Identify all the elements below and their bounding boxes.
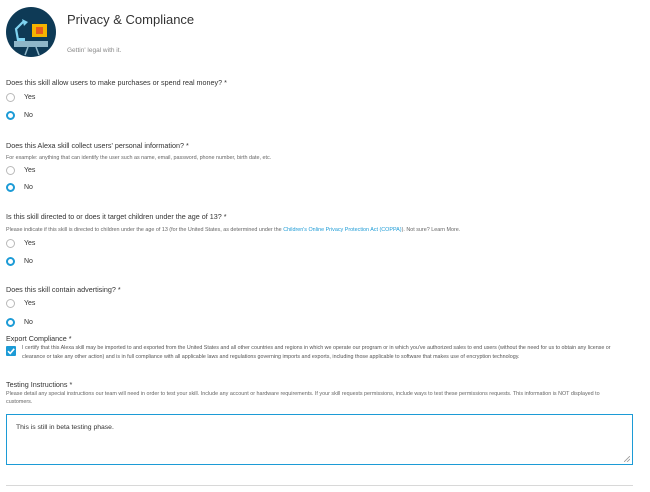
children-hint xyxy=(6,227,460,233)
page-title: Privacy & Compliance xyxy=(67,12,195,27)
radio-button-selected[interactable] xyxy=(6,318,15,327)
question-personal-info: Does this Alexa skill collect users' personal information? * xyxy=(6,141,189,150)
export-compliance-label: Export Compliance * xyxy=(6,334,72,343)
personal-info-yes-option[interactable] xyxy=(6,164,35,176)
radio-button[interactable] xyxy=(6,93,15,102)
question-children: Is this skill directed to or does it target children under the age of 13? * xyxy=(6,212,227,221)
export-compliance-checkbox[interactable] xyxy=(6,346,16,356)
purchases-yes-option[interactable] xyxy=(6,91,35,103)
option-label: No xyxy=(24,183,33,191)
personal-info-hint: For example: anything that can identify the user such as name, email, password, phone number, birth date, etc. xyxy=(6,155,272,161)
hint-text: ). Not sure? Learn More. xyxy=(401,227,461,233)
question-advertising: Does this skill contain advertising? * xyxy=(6,285,121,294)
option-label: No xyxy=(24,318,33,326)
coppa-link[interactable]: Children's Online Privacy Protection Act (COPPA) xyxy=(283,227,402,233)
purchases-no-option[interactable] xyxy=(6,109,33,121)
privacy-logo-icon xyxy=(6,7,56,57)
question-purchases: Does this skill allow users to make purchases or spend real money? * xyxy=(6,78,227,87)
advertising-yes-option[interactable] xyxy=(6,297,35,309)
page-subtitle: Gettin' legal with it. xyxy=(67,47,122,54)
children-no-option[interactable] xyxy=(6,255,33,267)
radio-button[interactable] xyxy=(6,166,15,175)
textarea-value: This is still in beta testing phase. xyxy=(16,424,114,431)
radio-button[interactable] xyxy=(6,239,15,248)
option-label: No xyxy=(24,111,33,119)
testing-instructions-hint: Please detail any special instructions our team will need in order to test your skill. Include any account or hardware requirements. If your skill requests permissions, include ways to test these permissions requests. This information is NOT displayed to customers. xyxy=(6,391,600,405)
resize-handle-icon[interactable] xyxy=(624,456,630,462)
divider xyxy=(6,485,633,486)
option-label: No xyxy=(24,257,33,265)
children-yes-option[interactable] xyxy=(6,237,35,249)
option-label: Yes xyxy=(24,299,36,307)
export-compliance-text: I certify that this Alexa skill may be imported to and exported from the United States and all other countries and regions in which we operate our program or in which you've authorized sales to end users (without the need for us to obtain any license or clearance or take any other action) and is in full compliance with all applicable laws and regulations governing imports and exports, including those applicable to software that makes use of encryption technology. xyxy=(22,345,611,360)
radio-button-selected[interactable] xyxy=(6,257,15,266)
option-label: Yes xyxy=(24,166,36,174)
testing-instructions-label: Testing Instructions * xyxy=(6,380,73,389)
option-label: Yes xyxy=(24,239,36,247)
personal-info-no-option[interactable] xyxy=(6,181,33,193)
testing-instructions-textarea[interactable] xyxy=(6,414,633,465)
advertising-no-option[interactable] xyxy=(6,316,33,328)
radio-button-selected[interactable] xyxy=(6,183,15,192)
radio-button[interactable] xyxy=(6,299,15,308)
hint-text: Please indicate if this skill is directed to children under the age of 13 (for the United States, as determined under the xyxy=(6,227,284,233)
radio-button-selected[interactable] xyxy=(6,111,15,120)
option-label: Yes xyxy=(24,93,36,101)
